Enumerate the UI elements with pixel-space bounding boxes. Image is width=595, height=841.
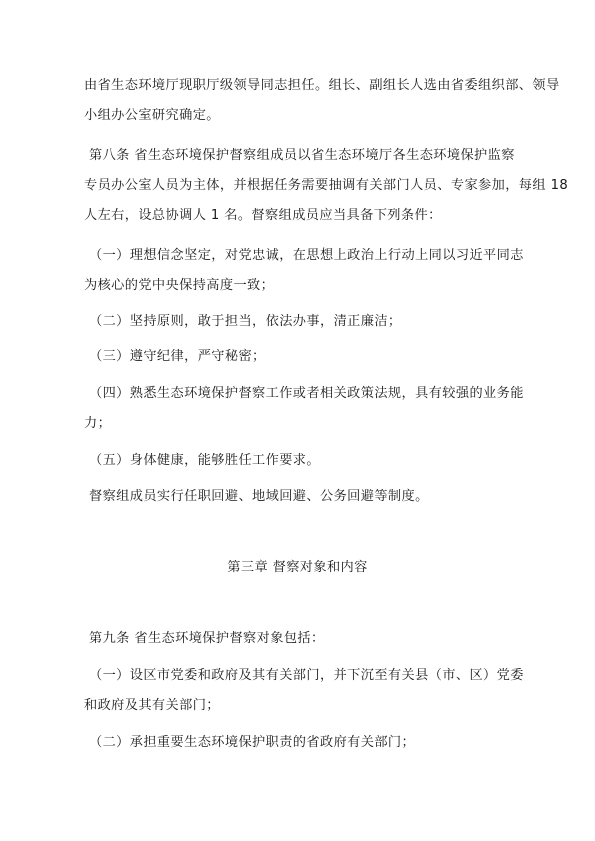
list-item-2-line: （二）坚持原则，敢于担当，依法办事，清正廉洁； (89, 314, 402, 329)
recusal-rule-line: 督察组成员实行任职回避、地域回避、公务回避等制度。 (89, 489, 429, 504)
paragraph-line: 为核心的党中央保持高度一致； (84, 278, 275, 293)
list-item-1-line: （一）理想信念坚定，对党忠诚，在思想上政治上行动上同以习近平同志 (89, 248, 524, 263)
paragraph-line: 人左右，设总协调人 1 名。督察组成员应当具备下列条件： (84, 208, 442, 223)
list-item-5-line: （五）身体健康，能够胜任工作要求。 (89, 453, 320, 468)
chapter-heading: 第三章 督察对象和内容 (227, 560, 368, 575)
paragraph-line: 专员办公室人员为主体，并根据任务需要抽调有关部门人员、专家参加，每组 18 (84, 178, 569, 193)
list-item-1-line: （一）设区市党委和政府及其有关部门，并下沉至有关县（市、区）党委 (89, 668, 524, 683)
list-item-3-line: （三）遵守纪律，严守秘密； (89, 349, 266, 364)
paragraph-line: 力； (84, 416, 112, 431)
paragraph-line: 和政府及其有关部门； (84, 698, 220, 713)
paragraph-line: 小组办公室研究确定。 (84, 108, 220, 123)
paragraph-line: 由省生态环境厅现职厅级领导同志担任。组长、副组长人选由省委组织部、领导 (84, 78, 560, 93)
list-item-4-line: （四）熟悉生态环境保护督察工作或者相关政策法规，具有较强的业务能 (89, 386, 524, 401)
list-item-2-line: （二）承担重要生态环境保护职责的省政府有关部门； (89, 735, 416, 750)
article-8-line: 第八条 省生态环境保护督察组成员以省生态环境厅各生态环境保护监察 (89, 148, 515, 163)
article-9-line: 第九条 省生态环境保护督察对象包括： (89, 631, 325, 646)
